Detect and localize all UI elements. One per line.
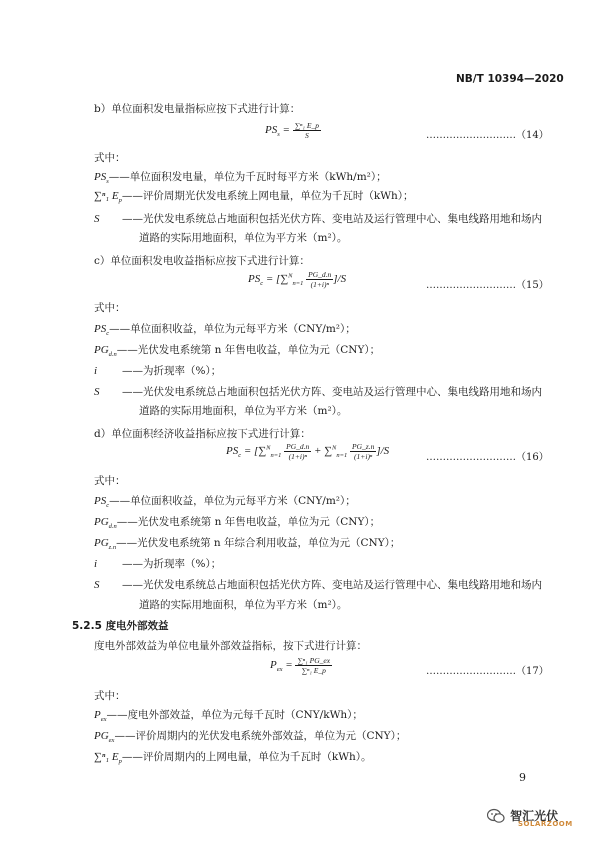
- def-row: S ——光伏发电系统总占地面积包括光伏方阵、变电站及运行管理中心、集电线路用地和场内: [94, 213, 542, 225]
- item-c-intro: c）单位面积发电收益指标应按下式进行计算：: [94, 255, 310, 267]
- item-d-intro: d）单位面积经济收益指标应按下式进行计算：: [94, 428, 311, 440]
- def-row: i ——为折现率（%）；: [94, 365, 222, 377]
- section-heading: 5.2.5 度电外部效益: [72, 620, 169, 632]
- watermark-brand: 智汇光伏: [510, 809, 559, 823]
- equation-14: $PS_s$ = $\frac{\text{∑ⁿ₁ E\_p}}{S}$: [265, 121, 319, 140]
- def-row: S ——光伏发电系统总占地面积包括光伏方阵、变电站及运行管理中心、集电线路用地和场内: [94, 386, 542, 398]
- def-row: i ——为折现率（%）；: [94, 558, 222, 570]
- standard-number: NB/T 10394—2020: [456, 73, 564, 85]
- equation-17: $P_{ex}$ = $\frac{\text{∑ⁿ₁ PG\_ex}}{\text{∑ⁿ₁ E\_p}}$: [270, 656, 331, 675]
- watermark-site: SOLARZOOM: [518, 820, 573, 828]
- section-intro: 度电外部效益为单位电量外部效益指标，按下式进行计算：: [94, 640, 367, 652]
- def-row: $PG_{ex}——$评价周期内的光伏发电系统外部效益，单位为元（CNY）；: [94, 730, 407, 745]
- equation-15-number: ………………………（15）: [426, 280, 549, 291]
- equation-15: $PS_c = [\sum^N_{n=1}$ $\frac{PG\_d.n}{\text{(1+i)ⁿ}}$ ]/S: [248, 270, 347, 289]
- def-row: ∑ⁿ₁ $E_p——$评价周期光伏发电系统上网电量，单位为千瓦时（kWh）；: [94, 190, 414, 205]
- def-row-continuation: 道路的实际用地面积，单位为平方米（m²）。: [139, 405, 348, 417]
- def-row: $PG_{d.n}——$光伏发电系统第 n 年售电收益，单位为元（CNY）；: [94, 344, 381, 359]
- def-row: $PS_c——$单位面积收益，单位为元每平方米（CNY/m²）；: [94, 495, 356, 510]
- where-label-c: 式中：: [94, 302, 126, 314]
- def-row: S ——光伏发电系统总占地面积包括光伏方阵、变电站及运行管理中心、集电线路用地和场内: [94, 579, 542, 591]
- equation-17-number: ………………………（17）: [426, 666, 549, 677]
- item-b-intro: b）单位面积发电量指标应按下式进行计算：: [94, 103, 301, 115]
- def-row: ∑ⁿ₁ $E_p——$评价周期内的上网电量，单位为千瓦时（kWh）。: [94, 751, 372, 766]
- def-row-continuation: 道路的实际用地面积，单位为平方米（m²）。: [139, 232, 348, 244]
- def-row: $PG_{d.n}——$光伏发电系统第 n 年售电收益，单位为元（CNY）；: [94, 516, 381, 531]
- where-label-b: 式中：: [94, 152, 126, 164]
- def-row-continuation: 道路的实际用地面积，单位为平方米（m²）。: [139, 599, 348, 611]
- equation-16: $PS_c = [\sum^N_{n=1}$ $\frac{PG\_d.n}{\text{(1+i)ⁿ}}$ + ∑$^N_{n=1}$ $\frac{PG\_z.n}{\text{(1+i)ⁿ}}$ ]/S: [226, 442, 390, 461]
- def-row: $P_{ex}——$度电外部效益，单位为元每千瓦时（CNY/kWh）；: [94, 709, 363, 724]
- def-row: $PS_s——$单位面积发电量，单位为千瓦时每平方米（kWh/m²）；: [94, 171, 387, 186]
- def-row: $PG_{z.n}——$光伏发电系统第 n 年综合利用收益，单位为元（CNY）；: [94, 537, 401, 552]
- equation-16-number: ………………………（16）: [426, 452, 549, 463]
- wechat-icon: [487, 808, 505, 824]
- equation-14-number: ………………………（14）: [426, 130, 549, 141]
- where-label-d: 式中：: [94, 475, 126, 487]
- page-number: 9: [519, 771, 526, 784]
- def-row: $PS_c——$单位面积收益，单位为元每平方米（CNY/m²）；: [94, 323, 356, 338]
- where-label-e: 式中：: [94, 690, 126, 702]
